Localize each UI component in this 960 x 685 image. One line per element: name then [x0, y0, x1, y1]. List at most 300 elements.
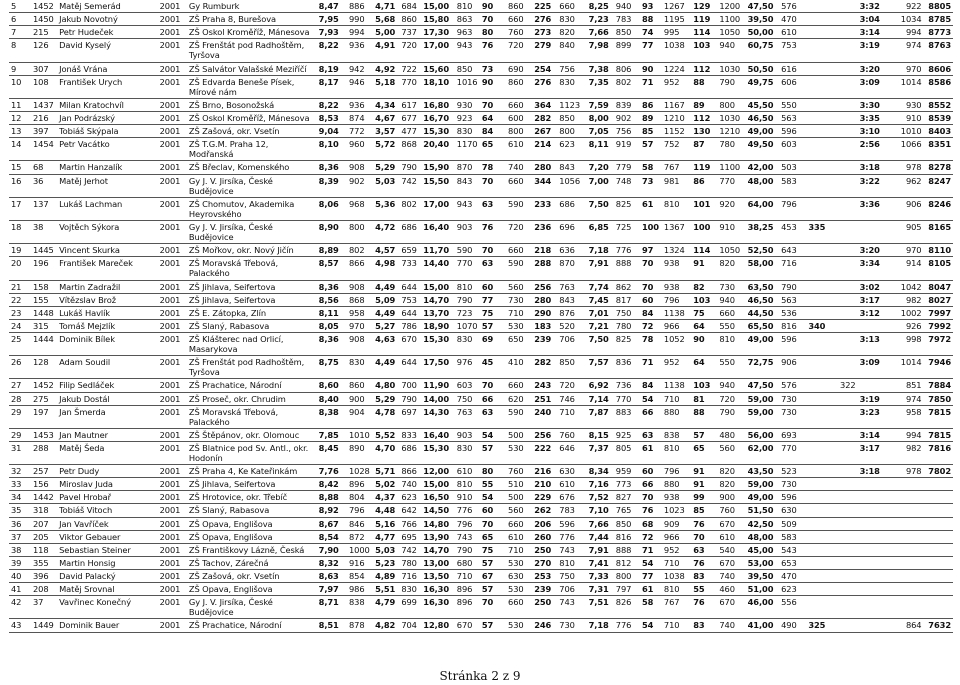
cell-rope-skip-points: 900 [717, 491, 745, 504]
cell-shot-put: 16,40 [421, 428, 454, 441]
cell-total-points [924, 556, 954, 569]
cell-hurdles-time: 7,18 [587, 244, 614, 257]
cell-sprint-points: 796 [347, 504, 373, 517]
cell-birth-year: 2001 [158, 293, 187, 306]
cell-extra-b [834, 257, 858, 280]
cell-situps-points: 880 [662, 405, 691, 428]
cell-hurdles-points: 862 [614, 280, 640, 293]
cell-hurdles-points: 765 [614, 504, 640, 517]
cell-long-jump-points: 860 [399, 13, 421, 26]
cell-high-jump: 75 [480, 543, 506, 556]
cell-rope-skip-points: 810 [717, 332, 745, 355]
cell-sprint-points: 830 [347, 356, 373, 379]
cell-throw: 282 [532, 111, 557, 124]
cell-situps-points: 1167 [662, 98, 691, 111]
cell-hurdles-points: 736 [614, 379, 640, 392]
cell-throw: 253 [532, 570, 557, 583]
cell-rope-skip-points: 820 [717, 478, 745, 491]
cell-situps: 97 [640, 244, 662, 257]
cell-endurance-points [891, 491, 923, 504]
cell-birth-year: 2001 [158, 570, 187, 583]
cell-total-points [924, 504, 954, 517]
cell-school: ZŠ Praha 4, Ke Kateřinkám [187, 465, 317, 478]
table-row [9, 13, 953, 26]
cell-run-time: 42,00 [746, 161, 779, 174]
cell-athlete-name: Milan Kratochvíl [57, 98, 157, 111]
cell-endurance-points: 1010 [891, 125, 923, 138]
cell-extra-a [806, 138, 833, 161]
cell-long-jump-points: 802 [399, 197, 421, 220]
cell-rank: 38 [9, 543, 31, 556]
cell-throw: 260 [532, 530, 557, 543]
cell-athlete-name: Adam Soudil [57, 356, 157, 379]
cell-high-jump: 70 [480, 13, 506, 26]
cell-start-number: 1452 [31, 379, 57, 392]
cell-shot-put-points: 723 [455, 306, 480, 319]
table-row [9, 62, 953, 75]
cell-situps: 61 [640, 583, 662, 596]
cell-run-time: 46,50 [746, 111, 779, 124]
cell-high-jump: 64 [480, 111, 506, 124]
cell-athlete-name: Martin Zadražil [57, 280, 157, 293]
cell-long-jump-points: 720 [399, 39, 421, 62]
cell-sprint-time: 8,89 [317, 244, 347, 257]
cell-extra-a [806, 39, 833, 62]
cell-sprint-time: 8,45 [317, 441, 347, 464]
cell-long-jump: 5,16 [373, 517, 399, 530]
cell-extra-a [806, 174, 833, 197]
cell-long-jump-points: 740 [399, 478, 421, 491]
cell-sprint-time: 8,71 [317, 596, 347, 619]
cell-high-jump-points: 740 [506, 161, 532, 174]
cell-extra-a [806, 596, 833, 619]
cell-school: ZŠ Prachatice, Národní [187, 379, 317, 392]
cell-extra-a [806, 478, 833, 491]
cell-run-points: 816 [779, 319, 806, 332]
cell-hurdles-time: 7,21 [587, 319, 614, 332]
cell-rope-skip-points: 910 [717, 220, 745, 243]
cell-extra-b [834, 570, 858, 583]
cell-athlete-name: Miroslav Juda [57, 478, 157, 491]
cell-extra-b [834, 619, 858, 632]
cell-throw: 250 [532, 543, 557, 556]
cell-total-points: 8763 [924, 39, 954, 62]
cell-athlete-name: František Mareček [57, 257, 157, 280]
cell-endurance-time: 3:32 [858, 0, 891, 13]
cell-rank: 21 [9, 280, 31, 293]
cell-birth-year: 2001 [158, 504, 187, 517]
cell-rope-skip: 91 [691, 478, 717, 491]
cell-situps-points: 938 [662, 257, 691, 280]
cell-rope-skip: 88 [691, 75, 717, 98]
cell-extra-b [834, 583, 858, 596]
cell-high-jump-points: 730 [506, 293, 532, 306]
cell-rope-skip: 130 [691, 125, 717, 138]
cell-shot-put: 13,00 [421, 556, 454, 569]
cell-shot-put-points: 743 [455, 530, 480, 543]
table-row [9, 583, 953, 596]
cell-extra-b [834, 62, 858, 75]
cell-run-time: 52,50 [746, 244, 779, 257]
cell-hurdles-time: 7,38 [587, 62, 614, 75]
cell-sprint-time: 8,92 [317, 504, 347, 517]
cell-long-jump: 4,34 [373, 98, 399, 111]
cell-throw-points: 1056 [557, 174, 586, 197]
cell-long-jump: 4,92 [373, 62, 399, 75]
cell-start-number: 275 [31, 392, 57, 405]
cell-sprint-points: 886 [347, 0, 373, 13]
cell-hurdles-points: 839 [614, 98, 640, 111]
table-row [9, 465, 953, 478]
cell-throw: 364 [532, 98, 557, 111]
cell-rope-skip: 75 [691, 306, 717, 319]
cell-hurdles-points: 883 [614, 405, 640, 428]
cell-high-jump: 76 [480, 220, 506, 243]
cell-throw: 243 [532, 379, 557, 392]
cell-rope-skip-points: 940 [717, 379, 745, 392]
cell-situps-points: 995 [662, 26, 691, 39]
cell-extra-b [834, 392, 858, 405]
cell-sprint-time: 7,93 [317, 26, 347, 39]
cell-shot-put: 17,00 [421, 39, 454, 62]
cell-throw: 246 [532, 619, 557, 632]
cell-start-number: 196 [31, 257, 57, 280]
cell-run-points: 616 [779, 62, 806, 75]
cell-run-time: 72,75 [746, 356, 779, 379]
cell-hurdles-time: 7,01 [587, 306, 614, 319]
cell-situps-points: 981 [662, 174, 691, 197]
cell-start-number: 128 [31, 356, 57, 379]
cell-high-jump: 63 [480, 405, 506, 428]
cell-shot-put: 14,40 [421, 257, 454, 280]
cell-long-jump-points: 733 [399, 257, 421, 280]
cell-situps-points: 966 [662, 319, 691, 332]
cell-extra-b [834, 306, 858, 319]
cell-total-points: 8552 [924, 98, 954, 111]
cell-endurance-time: 3:35 [858, 111, 891, 124]
cell-rope-skip-points: 610 [717, 530, 745, 543]
cell-endurance-points: 910 [891, 111, 923, 124]
cell-extra-a: 335 [806, 220, 833, 243]
cell-athlete-name: Vincent Skurka [57, 244, 157, 257]
cell-endurance-time: 3:12 [858, 306, 891, 319]
cell-total-points: 7972 [924, 332, 954, 355]
table-row [9, 111, 953, 124]
cell-school: ZŠ Oskol Kroměříž, Mánesova [187, 111, 317, 124]
cell-hurdles-time: 7,31 [587, 583, 614, 596]
cell-situps: 66 [640, 405, 662, 428]
cell-hurdles-points: 827 [614, 491, 640, 504]
cell-situps-points: 1324 [662, 244, 691, 257]
cell-rope-skip-points: 790 [717, 75, 745, 98]
table-row [9, 504, 953, 517]
cell-high-jump: 54 [480, 491, 506, 504]
cell-sprint-time: 8,51 [317, 619, 347, 632]
cell-shot-put: 14,70 [421, 293, 454, 306]
cell-run-points: 563 [779, 111, 806, 124]
cell-run-points: 623 [779, 583, 806, 596]
cell-extra-b [834, 174, 858, 197]
cell-start-number: 158 [31, 280, 57, 293]
cell-run-time: 49,00 [746, 491, 779, 504]
cell-rope-skip: 129 [691, 0, 717, 13]
table-row [9, 441, 953, 464]
cell-throw-points: 820 [557, 26, 586, 39]
cell-rope-skip-points: 770 [717, 174, 745, 197]
cell-shot-put: 16,30 [421, 596, 454, 619]
cell-endurance-time: 3:36 [858, 197, 891, 220]
cell-birth-year: 2001 [158, 138, 187, 161]
cell-shot-put-points: 896 [455, 596, 480, 619]
cell-shot-put: 16,40 [421, 220, 454, 243]
cell-athlete-name: Vavřinec Konečný [57, 596, 157, 619]
cell-shot-put-points: 943 [455, 197, 480, 220]
cell-hurdles-points: 779 [614, 161, 640, 174]
cell-start-number: 38 [31, 220, 57, 243]
cell-situps-points: 767 [662, 161, 691, 174]
cell-sprint-points: 1000 [347, 543, 373, 556]
cell-run-points: 610 [779, 26, 806, 39]
cell-rope-skip-points: 1030 [717, 62, 745, 75]
cell-shot-put: 15,00 [421, 478, 454, 491]
cell-start-number: 108 [31, 75, 57, 98]
cell-high-jump-points: 720 [506, 39, 532, 62]
cell-total-points: 8105 [924, 257, 954, 280]
cell-long-jump: 4,89 [373, 570, 399, 583]
results-sheet [9, 0, 953, 633]
cell-endurance-points: 970 [891, 62, 923, 75]
cell-birth-year: 2001 [158, 174, 187, 197]
cell-situps: 89 [640, 111, 662, 124]
table-row [9, 332, 953, 355]
cell-endurance-points [891, 556, 923, 569]
cell-sprint-time: 8,57 [317, 257, 347, 280]
table-row [9, 356, 953, 379]
cell-school: ZŠ Edvarda Beneše Písek, Mírové nám [187, 75, 317, 98]
cell-birth-year: 2001 [158, 220, 187, 243]
cell-throw: 282 [532, 356, 557, 379]
cell-extra-a [806, 392, 833, 405]
cell-long-jump: 4,63 [373, 332, 399, 355]
cell-situps: 58 [640, 596, 662, 619]
cell-high-jump: 70 [480, 379, 506, 392]
cell-throw: 229 [532, 491, 557, 504]
cell-situps: 84 [640, 306, 662, 319]
cell-hurdles-points: 836 [614, 356, 640, 379]
cell-birth-year: 2001 [158, 0, 187, 13]
cell-situps-points: 810 [662, 583, 691, 596]
cell-endurance-time [858, 504, 891, 517]
cell-start-number: 1437 [31, 98, 57, 111]
cell-sprint-points: 846 [347, 517, 373, 530]
cell-extra-b [834, 197, 858, 220]
cell-start-number: 1450 [31, 13, 57, 26]
cell-endurance-points: 930 [891, 98, 923, 111]
cell-sprint-time: 8,22 [317, 39, 347, 62]
cell-endurance-points [891, 530, 923, 543]
cell-run-points: 583 [779, 530, 806, 543]
cell-rope-skip-points: 780 [717, 138, 745, 161]
cell-sprint-time: 8,22 [317, 98, 347, 111]
cell-high-jump: 80 [480, 26, 506, 39]
cell-sprint-time: 8,40 [317, 392, 347, 405]
cell-rope-skip-points: 540 [717, 543, 745, 556]
cell-athlete-name: Jan Šmerda [57, 405, 157, 428]
cell-school: ZŠ Brno, Bosonožská [187, 98, 317, 111]
cell-total-points: 7997 [924, 306, 954, 319]
cell-school: ZŠ Hrotovice, okr. Třebíč [187, 491, 317, 504]
cell-extra-a: 340 [806, 319, 833, 332]
cell-rank: 27 [9, 379, 31, 392]
cell-birth-year: 2001 [158, 543, 187, 556]
cell-rank: 39 [9, 556, 31, 569]
table-row [9, 0, 953, 13]
cell-rope-skip: 101 [691, 197, 717, 220]
cell-shot-put: 16,30 [421, 583, 454, 596]
cell-extra-b [834, 441, 858, 464]
cell-situps: 70 [640, 491, 662, 504]
cell-situps-points: 767 [662, 596, 691, 619]
cell-school: ZŠ Klášterec nad Orlicí, Masarykova [187, 332, 317, 355]
cell-shot-put-points: 943 [455, 39, 480, 62]
table-row [9, 392, 953, 405]
cell-run-points: 470 [779, 13, 806, 26]
cell-throw: 279 [532, 39, 557, 62]
cell-school: ZŠ Blatnice pod Sv. Antl., okr. Hodonín [187, 441, 317, 464]
cell-high-jump: 66 [480, 392, 506, 405]
cell-athlete-name: Petr Vacátko [57, 138, 157, 161]
cell-endurance-time: 3:04 [858, 13, 891, 26]
cell-sprint-time: 8,39 [317, 174, 347, 197]
cell-extra-b [834, 138, 858, 161]
cell-endurance-points [891, 478, 923, 491]
table-row [9, 478, 953, 491]
table-row [9, 197, 953, 220]
cell-shot-put-points: 750 [455, 392, 480, 405]
cell-situps: 100 [640, 220, 662, 243]
cell-rank: 6 [9, 13, 31, 26]
cell-hurdles-time: 7,35 [587, 75, 614, 98]
cell-endurance-time: 3:09 [858, 356, 891, 379]
cell-sprint-points: 936 [347, 39, 373, 62]
cell-long-jump: 4,82 [373, 619, 399, 632]
cell-athlete-name: Martin Honsig [57, 556, 157, 569]
cell-situps-points: 1138 [662, 306, 691, 319]
cell-extra-b [834, 39, 858, 62]
cell-school: ZŠ Opava, Englišova [187, 530, 317, 543]
cell-endurance-points: 906 [891, 197, 923, 220]
cell-shot-put: 15,30 [421, 125, 454, 138]
cell-throw: 288 [532, 257, 557, 280]
cell-total-points: 8027 [924, 293, 954, 306]
cell-long-jump-points: 833 [399, 428, 421, 441]
cell-high-jump: 54 [480, 428, 506, 441]
cell-hurdles-points: 802 [614, 75, 640, 98]
cell-throw: 344 [532, 174, 557, 197]
cell-high-jump: 76 [480, 39, 506, 62]
table-row [9, 244, 953, 257]
cell-endurance-points: 978 [891, 465, 923, 478]
cell-start-number: 156 [31, 478, 57, 491]
cell-endurance-time [858, 596, 891, 619]
cell-throw-points: 760 [557, 428, 586, 441]
cell-endurance-points: 1042 [891, 280, 923, 293]
cell-rank: 31 [9, 441, 31, 464]
cell-endurance-time: 3:19 [858, 392, 891, 405]
cell-extra-a [806, 517, 833, 530]
cell-high-jump-points: 660 [506, 174, 532, 197]
cell-total-points: 8586 [924, 75, 954, 98]
cell-birth-year: 2001 [158, 379, 187, 392]
cell-high-jump-points: 500 [506, 491, 532, 504]
table-row [9, 491, 953, 504]
cell-throw: 254 [532, 62, 557, 75]
cell-hurdles-time: 7,33 [587, 570, 614, 583]
cell-start-number: 315 [31, 319, 57, 332]
cell-situps: 74 [640, 26, 662, 39]
cell-school: ZŠ Moravská Třebová, Palackého [187, 405, 317, 428]
cell-endurance-time: 2:56 [858, 138, 891, 161]
cell-sprint-time: 8,54 [317, 530, 347, 543]
cell-total-points: 8785 [924, 13, 954, 26]
cell-throw-points: 876 [557, 306, 586, 319]
cell-throw-points: 696 [557, 220, 586, 243]
cell-situps: 85 [640, 125, 662, 138]
cell-throw-points: 686 [557, 197, 586, 220]
cell-endurance-points: 1014 [891, 75, 923, 98]
cell-hurdles-points: 940 [614, 0, 640, 13]
cell-athlete-name: Petr Dudy [57, 465, 157, 478]
cell-high-jump-points: 760 [506, 465, 532, 478]
cell-hurdles-points: 899 [614, 39, 640, 62]
cell-situps-points: 1152 [662, 125, 691, 138]
cell-school: ZŠ E. Zátopka, Zlín [187, 306, 317, 319]
cell-rank: 40 [9, 570, 31, 583]
cell-total-points: 8351 [924, 138, 954, 161]
cell-situps-points: 952 [662, 543, 691, 556]
cell-long-jump: 4,98 [373, 257, 399, 280]
cell-hurdles-time: 7,50 [587, 197, 614, 220]
cell-rope-skip: 64 [691, 319, 717, 332]
cell-hurdles-points: 756 [614, 125, 640, 138]
cell-rope-skip: 114 [691, 244, 717, 257]
cell-situps: 63 [640, 428, 662, 441]
cell-shot-put: 15,00 [421, 0, 454, 13]
cell-extra-a [806, 98, 833, 111]
cell-run-points: 583 [779, 174, 806, 197]
cell-run-time: 39,50 [746, 13, 779, 26]
cell-extra-b [834, 428, 858, 441]
cell-shot-put: 15,30 [421, 441, 454, 464]
cell-endurance-points [891, 543, 923, 556]
cell-extra-b [834, 125, 858, 138]
cell-endurance-time: 3:13 [858, 332, 891, 355]
cell-rope-skip: 86 [691, 174, 717, 197]
cell-shot-put-points: 1070 [455, 319, 480, 332]
cell-run-time: 46,00 [746, 596, 779, 619]
cell-rank: 13 [9, 125, 31, 138]
cell-long-jump-points: 704 [399, 619, 421, 632]
cell-sprint-points: 804 [347, 491, 373, 504]
cell-sprint-time: 8,56 [317, 293, 347, 306]
cell-long-jump-points: 753 [399, 293, 421, 306]
cell-school: ZŠ Opava, Englišova [187, 517, 317, 530]
cell-start-number: 208 [31, 583, 57, 596]
cell-sprint-points: 958 [347, 306, 373, 319]
cell-extra-b [834, 161, 858, 174]
cell-hurdles-points: 816 [614, 530, 640, 543]
cell-birth-year: 2001 [158, 517, 187, 530]
